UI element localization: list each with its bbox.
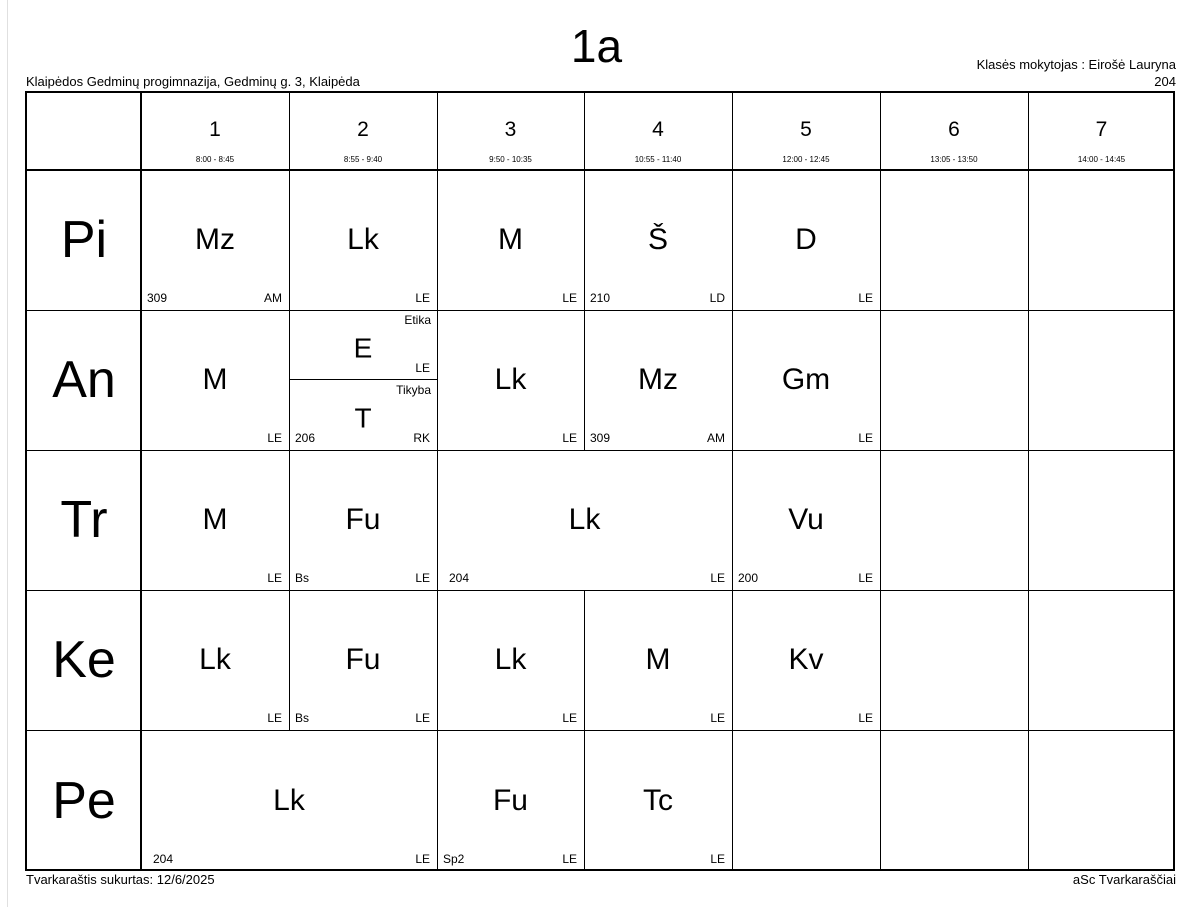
day-label: Ke bbox=[52, 631, 116, 689]
lesson-teacher: LE bbox=[267, 431, 282, 445]
lesson-cell[interactable] bbox=[732, 310, 880, 450]
lesson-room: 210 bbox=[590, 291, 611, 305]
lesson-teacher: LE bbox=[562, 711, 577, 725]
lesson-teacher: AM bbox=[264, 291, 282, 305]
period-number: 4 bbox=[652, 118, 664, 141]
lesson-cell[interactable] bbox=[437, 310, 584, 450]
created-date: Tvarkaraštis sukurtas: 12/6/2025 bbox=[26, 872, 215, 887]
period-number: 5 bbox=[800, 118, 812, 141]
day-label: An bbox=[52, 351, 116, 409]
day-label: Pi bbox=[60, 211, 108, 269]
period-number: 1 bbox=[209, 118, 221, 141]
class-teacher: Klasės mokytojas : Eirošė Lauryna bbox=[976, 57, 1176, 72]
lesson-teacher: LE bbox=[562, 291, 577, 305]
period-header bbox=[732, 93, 880, 170]
lesson-subject: Lk bbox=[494, 363, 527, 396]
lesson-cell[interactable] bbox=[289, 170, 437, 310]
period-header bbox=[437, 93, 584, 170]
class-room: 204 bbox=[1154, 74, 1176, 89]
lesson-room: 204 bbox=[153, 852, 174, 866]
lesson-subject: Mz bbox=[638, 363, 678, 396]
lesson-teacher: RK bbox=[413, 431, 430, 445]
lesson-room: 206 bbox=[295, 431, 316, 445]
lesson-room: Bs bbox=[295, 571, 310, 585]
lesson-teacher: LE bbox=[562, 431, 577, 445]
lesson-cell[interactable] bbox=[141, 730, 437, 871]
lesson-room: 309 bbox=[147, 291, 168, 305]
lesson-cell[interactable] bbox=[584, 170, 732, 310]
lesson-subject: E bbox=[353, 332, 373, 364]
lesson-teacher: LE bbox=[415, 361, 430, 375]
lesson-cell[interactable] bbox=[732, 450, 880, 590]
grid-col-line bbox=[1028, 730, 1029, 871]
lesson-teacher: LE bbox=[858, 291, 873, 305]
lesson-room: Sp2 bbox=[443, 852, 465, 866]
lesson-cell[interactable] bbox=[584, 310, 732, 450]
lesson-subject: Kv bbox=[788, 643, 824, 676]
period-number: 2 bbox=[357, 118, 369, 141]
lesson-room: 309 bbox=[590, 431, 611, 445]
lesson-cell[interactable] bbox=[289, 380, 437, 450]
lesson-subject: Fu bbox=[345, 643, 381, 676]
lesson-teacher: LE bbox=[267, 711, 282, 725]
lesson-subject: Tc bbox=[643, 783, 673, 817]
period-number: 7 bbox=[1095, 118, 1108, 141]
period-time: 8:00 - 8:45 bbox=[195, 155, 235, 164]
period-time: 8:55 - 9:40 bbox=[343, 155, 383, 164]
lesson-group: Etika bbox=[404, 313, 431, 327]
lesson-cell[interactable] bbox=[437, 590, 584, 730]
lesson-subject: T bbox=[354, 402, 372, 434]
lesson-teacher: LE bbox=[415, 711, 430, 725]
lesson-subject: Fu bbox=[345, 503, 381, 536]
period-time: 10:55 - 11:40 bbox=[634, 155, 682, 164]
lesson-cell[interactable] bbox=[584, 730, 732, 871]
lesson-cell[interactable] bbox=[141, 170, 289, 310]
lesson-cell[interactable] bbox=[732, 170, 880, 310]
lesson-teacher: AM bbox=[707, 431, 725, 445]
lesson-cell[interactable] bbox=[289, 310, 437, 380]
lesson-group: Tikyba bbox=[396, 383, 431, 397]
lesson-room: Bs bbox=[295, 711, 310, 725]
grid-col-line bbox=[1028, 590, 1029, 730]
lesson-subject: Lk bbox=[199, 643, 231, 676]
grid-col-line bbox=[1028, 170, 1029, 310]
lesson-cell[interactable] bbox=[437, 730, 584, 871]
period-header bbox=[1028, 93, 1175, 170]
lesson-cell[interactable] bbox=[289, 590, 437, 730]
lesson-teacher: LE bbox=[858, 711, 873, 725]
period-header bbox=[289, 93, 437, 170]
lesson-cell[interactable] bbox=[437, 450, 732, 590]
period-header bbox=[880, 93, 1028, 170]
lesson-teacher: LE bbox=[415, 571, 430, 585]
lesson-subject: Lk bbox=[568, 503, 601, 536]
software-credit: aSc Tvarkaraščiai bbox=[1072, 872, 1176, 887]
lesson-subject: Fu bbox=[492, 783, 528, 817]
lesson-subject: Mz bbox=[195, 223, 235, 256]
grid-col-line bbox=[1028, 450, 1029, 590]
lesson-subject: Š bbox=[647, 223, 668, 256]
period-time: 13:05 - 13:50 bbox=[930, 155, 978, 164]
lesson-cell[interactable] bbox=[584, 590, 732, 730]
lesson-room: 204 bbox=[449, 571, 470, 585]
grid-col-line bbox=[1028, 310, 1029, 450]
lesson-teacher: LE bbox=[710, 711, 725, 725]
lesson-cell[interactable] bbox=[437, 170, 584, 310]
lesson-cell[interactable] bbox=[141, 590, 289, 730]
lesson-teacher: LE bbox=[267, 571, 282, 585]
lesson-cell[interactable] bbox=[732, 590, 880, 730]
lesson-subject: Lk bbox=[273, 783, 305, 817]
period-number: 6 bbox=[948, 118, 960, 141]
lesson-room: 200 bbox=[738, 571, 759, 585]
page-title: 1a bbox=[570, 20, 623, 72]
period-time: 9:50 - 10:35 bbox=[489, 155, 532, 164]
lesson-subject: D bbox=[795, 223, 817, 256]
lesson-teacher: LE bbox=[562, 852, 577, 866]
lesson-teacher: LE bbox=[858, 571, 873, 585]
lesson-subject: Lk bbox=[494, 643, 527, 676]
lesson-cell[interactable] bbox=[289, 450, 437, 590]
timetable-grid bbox=[25, 91, 1175, 871]
lesson-subject: Vu bbox=[788, 503, 824, 536]
grid-col-line bbox=[880, 730, 881, 871]
lesson-subject: M bbox=[645, 643, 671, 676]
lesson-teacher: LE bbox=[710, 852, 725, 866]
period-time: 14:00 - 14:45 bbox=[1077, 155, 1126, 164]
lesson-teacher: LD bbox=[709, 291, 725, 305]
lesson-subject: M bbox=[202, 363, 228, 396]
lesson-subject: M bbox=[498, 223, 523, 256]
lesson-subject: M bbox=[202, 503, 228, 536]
lesson-subject: Gm bbox=[781, 363, 831, 396]
lesson-subject: Lk bbox=[347, 223, 379, 256]
school-name: Klaipėdos Gedminų progimnazija, Gedminų g. 3, Klaipėda bbox=[26, 74, 360, 89]
lesson-teacher: LE bbox=[415, 291, 430, 305]
lesson-teacher: LE bbox=[710, 571, 725, 585]
period-header bbox=[141, 93, 289, 170]
lesson-cell[interactable] bbox=[141, 450, 289, 590]
day-label: Pe bbox=[52, 771, 116, 830]
lesson-teacher: LE bbox=[415, 852, 430, 866]
period-number: 3 bbox=[504, 118, 517, 141]
day-label: Tr bbox=[60, 491, 108, 549]
lesson-cell[interactable] bbox=[141, 310, 289, 450]
page-margin-line bbox=[7, 0, 8, 907]
period-time: 12:00 - 12:45 bbox=[782, 155, 830, 164]
lesson-teacher: LE bbox=[858, 431, 873, 445]
period-header bbox=[584, 93, 732, 170]
